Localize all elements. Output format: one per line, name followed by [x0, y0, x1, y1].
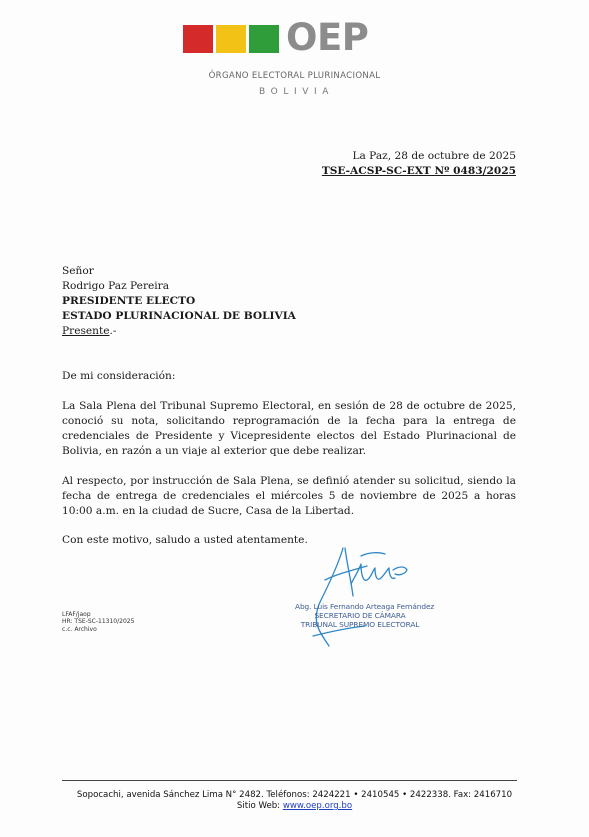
addressee-salutation: Señor [62, 265, 94, 277]
logo-green-square [249, 25, 279, 53]
logo-organization-name: ÓRGANO ELECTORAL PLURINACIONAL [208, 71, 381, 81]
addressee-presente: Presente [62, 325, 110, 337]
logo-country: BOLIVIA [259, 87, 334, 97]
letter-closing: Con este motivo, saludo a usted atentamente. [62, 534, 308, 546]
footer-address: Sopocachi, avenida Sánchez Lima N° 2482. Teléfonos: 2424221 • 2410545 • 2422338. Fax: 2416710 [76, 790, 513, 800]
footer-website-link[interactable]: www.oep.org.bo [282, 801, 353, 811]
presente-punctuation: .- [109, 325, 117, 337]
letter-date: La Paz, 28 de octubre de 2025 [352, 150, 516, 162]
letter-paragraph-1: La Sala Plena del Tribunal Supremo Electoral, en sesión de 28 de octubre de 2025, conoció su nota, solicitando reprogramación de la fecha para la entrega de credenciales de Presidente y Vicepresidente electos del Estado Plurinacional de Bolivia, en razón a un viaje al exterior que debe realizar. [62, 400, 516, 457]
logo-color-squares [183, 25, 279, 55]
footer-divider [62, 780, 517, 781]
oep-logo [0, 16, 589, 102]
logo-red-square [183, 25, 213, 53]
addressee-title: PRESIDENTE ELECTO [62, 295, 196, 307]
logo-wordmark: OEP [286, 16, 369, 59]
signatory-title: SECRETARIO DE CÁMARA [314, 611, 406, 620]
document-codes [62, 611, 134, 633]
cc-code: c.c. Archivo [62, 625, 97, 633]
footer-website-line [0, 801, 589, 812]
hr-code: HR: TSE-SC-11310/2025 [62, 618, 135, 626]
addressee-block [62, 264, 296, 339]
initials-code: LFAF/jaop [62, 611, 91, 618]
letter-greeting: De mi consideración: [62, 370, 176, 382]
addressee-name: Rodrigo Paz Pereira [62, 280, 170, 292]
signatory-name: Abg. Luis Fernando Arteaga Fernández [295, 602, 435, 611]
signature-block [295, 540, 435, 650]
letter-paragraph-2: Al respecto, por instrucción de Sala Plena, se definió atender su solicitud, siendo la fecha de entrega de credenciales el miércoles 5 de noviembre de 2025 a horas 10:00 a.m. en la ciudad de Sucre, Casa de la Libertad. [62, 475, 516, 517]
footer-website-label: Sitio Web: [236, 801, 283, 811]
logo-yellow-square [216, 25, 246, 53]
handwritten-signature [295, 540, 435, 650]
footer [0, 790, 589, 812]
addressee-entity: ESTADO PLURINACIONAL DE BOLIVIA [62, 310, 296, 322]
letter-reference-number: TSE-ACSP-SC-EXT Nº 0483/2025 [321, 165, 516, 177]
signatory-institution: TRIBUNAL SUPREMO ELECTORAL [300, 620, 420, 629]
addressee-presente-line [62, 324, 296, 339]
